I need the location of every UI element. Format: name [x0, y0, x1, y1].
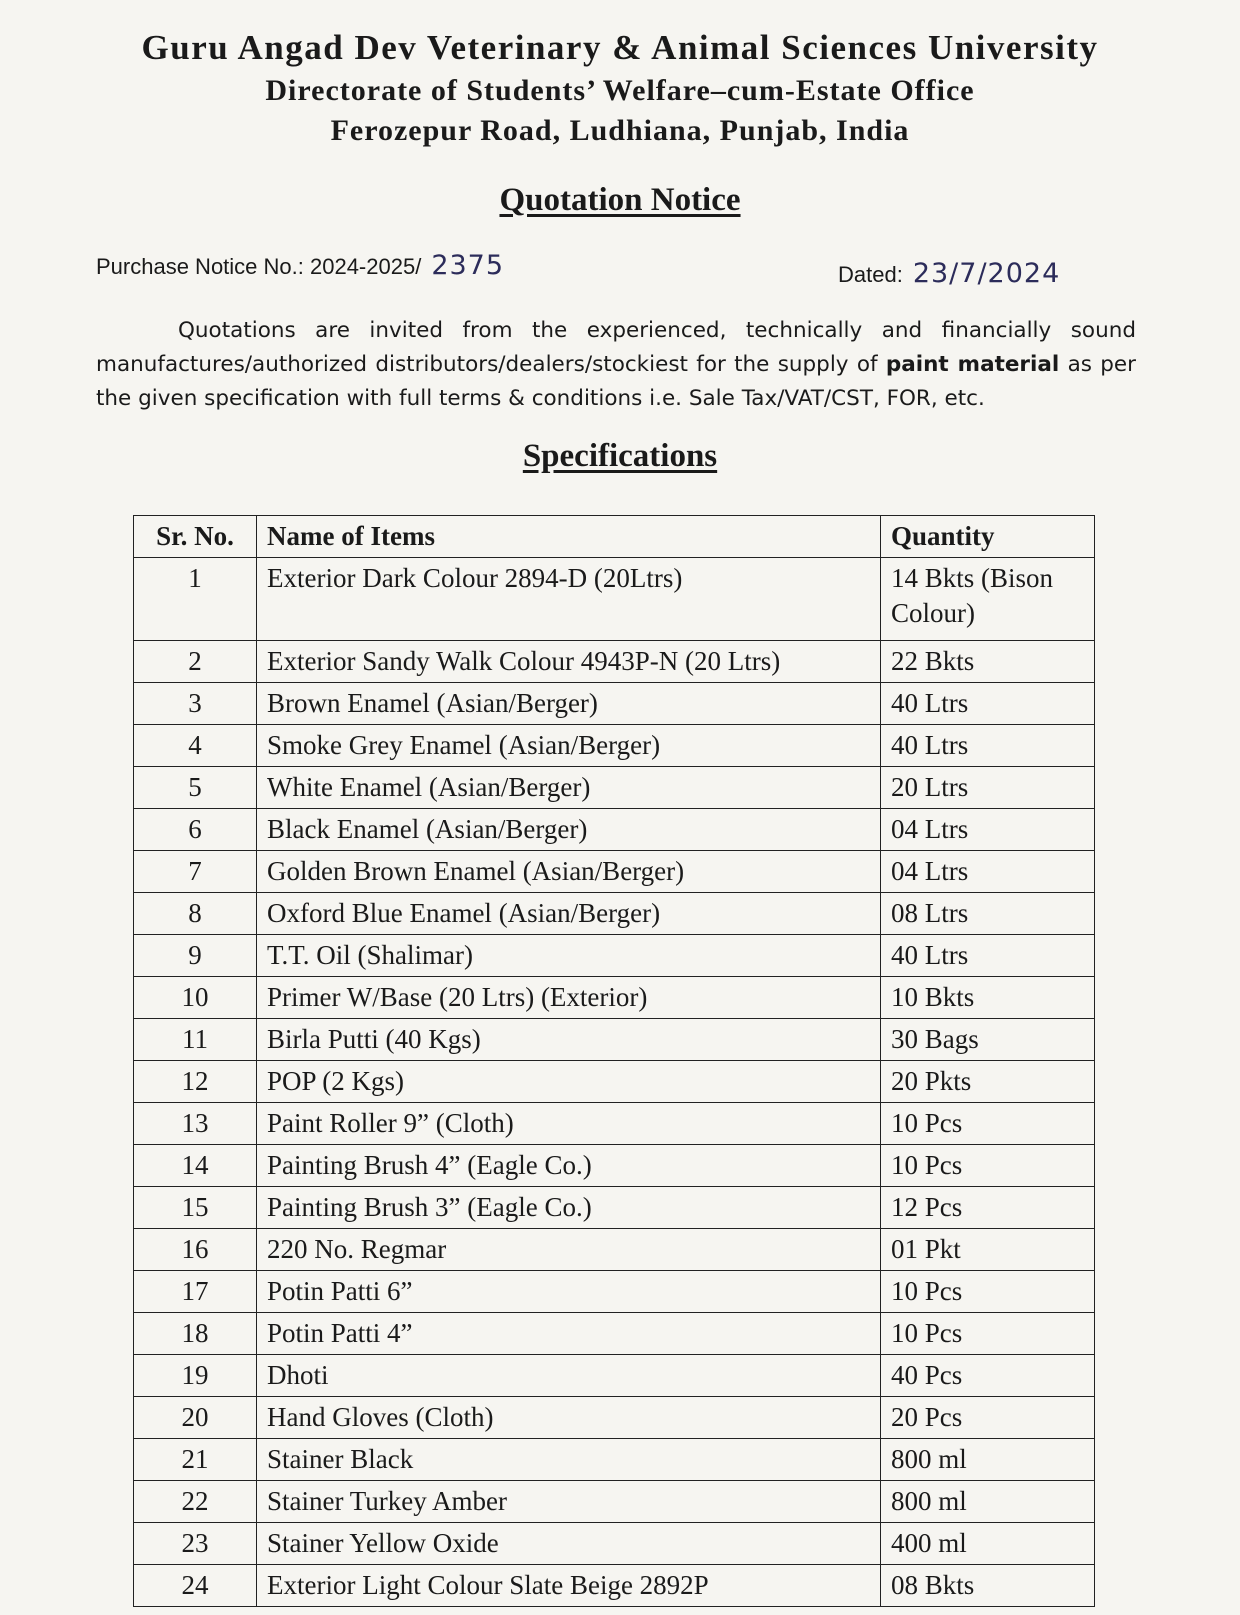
item-name-cell: Black Enamel (Asian/Berger): [257, 809, 881, 851]
university-name: Guru Angad Dev Veterinary & Animal Sciences University: [141, 28, 1099, 67]
sr-no-cell: 7: [134, 851, 257, 893]
intro-text-after: as per the given specification with full terms & conditions i.e. Sale Tax/VAT/CST, FOR, etc.: [96, 352, 1136, 411]
item-name-cell: Exterior Light Colour Slate Beige 2892P: [257, 1565, 881, 1607]
intro-text-before: Quotations are invited from the experienced, technically and financially sound manufactures/authorized distributors/dealers/stockiest for the supply of: [96, 318, 1136, 377]
quantity-cell: 12 Pcs: [881, 1187, 1095, 1229]
item-name-cell: Birla Putti (40 Kgs): [257, 1019, 881, 1061]
item-name-cell: Potin Patti 4”: [257, 1313, 881, 1355]
sr-no-cell: 3: [134, 683, 257, 725]
item-name-cell: Hand Gloves (Cloth): [257, 1397, 881, 1439]
item-name-cell: Exterior Sandy Walk Colour 4943P-N (20 Ltrs): [257, 641, 881, 683]
sr-no-cell: 13: [134, 1103, 257, 1145]
item-name-cell: Stainer Yellow Oxide: [257, 1523, 881, 1565]
dated-value: 23/7/2024: [912, 258, 1061, 289]
sr-no-cell: 14: [134, 1145, 257, 1187]
quantity-cell: 14 Bkts (Bison Colour): [881, 558, 1095, 641]
intro-paragraph: [96, 314, 1136, 416]
table-row: [134, 851, 1095, 893]
specifications-table: [133, 515, 1095, 1607]
notice-title: [0, 182, 1240, 219]
dated-line: [838, 258, 1060, 289]
header-sr-no: Sr. No.: [134, 516, 257, 558]
sr-no-cell: 9: [134, 935, 257, 977]
directorate-name: Directorate of Students’ Welfare–cum-Estate Office: [265, 74, 975, 107]
table-row: [134, 935, 1095, 977]
item-name-cell: White Enamel (Asian/Berger): [257, 767, 881, 809]
table-row: [134, 1481, 1095, 1523]
sr-no-cell: 17: [134, 1271, 257, 1313]
table-row: [134, 893, 1095, 935]
table-row: [134, 1103, 1095, 1145]
header-item-name: Name of Items: [257, 516, 881, 558]
item-name-cell: Brown Enamel (Asian/Berger): [257, 683, 881, 725]
quantity-cell: 10 Pcs: [881, 1271, 1095, 1313]
quantity-cell: 04 Ltrs: [881, 851, 1095, 893]
purchase-notice-number: 2375: [431, 250, 505, 281]
notice-title-text: Quotation Notice: [499, 182, 741, 218]
table-row: [134, 1355, 1095, 1397]
item-name-cell: Stainer Black: [257, 1439, 881, 1481]
quantity-cell: 10 Pcs: [881, 1103, 1095, 1145]
sr-no-cell: 4: [134, 725, 257, 767]
table-body: [134, 558, 1095, 1607]
item-name-cell: T.T. Oil (Shalimar): [257, 935, 881, 977]
purchase-notice-line: [96, 250, 504, 281]
quantity-cell: 08 Ltrs: [881, 893, 1095, 935]
table-row: [134, 1019, 1095, 1061]
office-address: Ferozepur Road, Ludhiana, Punjab, India: [330, 114, 910, 147]
sr-no-cell: 19: [134, 1355, 257, 1397]
table-row: [134, 641, 1095, 683]
table-row: [134, 1313, 1095, 1355]
quantity-cell: 22 Bkts: [881, 641, 1095, 683]
item-name-cell: 220 No. Regmar: [257, 1229, 881, 1271]
quantity-cell: 10 Pcs: [881, 1313, 1095, 1355]
sr-no-cell: 15: [134, 1187, 257, 1229]
sr-no-cell: 23: [134, 1523, 257, 1565]
table-row: [134, 1187, 1095, 1229]
item-name-cell: Stainer Turkey Amber: [257, 1481, 881, 1523]
table-row: [134, 558, 1095, 641]
item-name-cell: Primer W/Base (20 Ltrs) (Exterior): [257, 977, 881, 1019]
item-name-cell: Oxford Blue Enamel (Asian/Berger): [257, 893, 881, 935]
table-row: [134, 1565, 1095, 1607]
quantity-cell: 10 Pcs: [881, 1145, 1095, 1187]
item-name-cell: Dhoti: [257, 1355, 881, 1397]
quantity-cell: 04 Ltrs: [881, 809, 1095, 851]
item-name-cell: Potin Patti 6”: [257, 1271, 881, 1313]
quantity-cell: 08 Bkts: [881, 1565, 1095, 1607]
sr-no-cell: 8: [134, 893, 257, 935]
item-name-cell: POP (2 Kgs): [257, 1061, 881, 1103]
item-name-cell: Golden Brown Enamel (Asian/Berger): [257, 851, 881, 893]
quantity-cell: 800 ml: [881, 1481, 1095, 1523]
dated-label: Dated:: [838, 262, 903, 287]
table-row: [134, 683, 1095, 725]
quantity-cell: 40 Ltrs: [881, 683, 1095, 725]
sr-no-cell: 12: [134, 1061, 257, 1103]
sr-no-cell: 22: [134, 1481, 257, 1523]
item-name-cell: Painting Brush 4” (Eagle Co.): [257, 1145, 881, 1187]
table-row: [134, 1397, 1095, 1439]
specifications-title: [0, 438, 1240, 475]
item-name-cell: Painting Brush 3” (Eagle Co.): [257, 1187, 881, 1229]
quantity-cell: 01 Pkt: [881, 1229, 1095, 1271]
item-name-cell: Paint Roller 9” (Cloth): [257, 1103, 881, 1145]
table-row: [134, 1523, 1095, 1565]
table-header-row: [134, 516, 1095, 558]
table-row: [134, 1145, 1095, 1187]
intro-bold-material: paint material: [885, 352, 1060, 377]
sr-no-cell: 24: [134, 1565, 257, 1607]
table-row: [134, 977, 1095, 1019]
sr-no-cell: 2: [134, 641, 257, 683]
quantity-cell: 20 Pkts: [881, 1061, 1095, 1103]
sr-no-cell: 18: [134, 1313, 257, 1355]
quantity-cell: 20 Pcs: [881, 1397, 1095, 1439]
quantity-cell: 30 Bags: [881, 1019, 1095, 1061]
sr-no-cell: 10: [134, 977, 257, 1019]
sr-no-cell: 6: [134, 809, 257, 851]
quantity-cell: 40 Ltrs: [881, 935, 1095, 977]
sr-no-cell: 5: [134, 767, 257, 809]
quantity-cell: 400 ml: [881, 1523, 1095, 1565]
quantity-cell: 20 Ltrs: [881, 767, 1095, 809]
table-row: [134, 809, 1095, 851]
purchase-notice-label: Purchase Notice No.: 2024-2025/: [96, 254, 422, 279]
table-row: [134, 1439, 1095, 1481]
quantity-cell: 800 ml: [881, 1439, 1095, 1481]
header-quantity: Quantity: [881, 516, 1095, 558]
sr-no-cell: 20: [134, 1397, 257, 1439]
table-row: [134, 1271, 1095, 1313]
table-row: [134, 767, 1095, 809]
item-name-cell: Exterior Dark Colour 2894-D (20Ltrs): [257, 558, 881, 641]
specifications-title-text: Specifications: [522, 438, 718, 474]
table-row: [134, 1061, 1095, 1103]
quantity-cell: 40 Ltrs: [881, 725, 1095, 767]
table-row: [134, 725, 1095, 767]
sr-no-cell: 21: [134, 1439, 257, 1481]
quantity-cell: 40 Pcs: [881, 1355, 1095, 1397]
table-row: [134, 1229, 1095, 1271]
sr-no-cell: 16: [134, 1229, 257, 1271]
quantity-cell: 10 Bkts: [881, 977, 1095, 1019]
sr-no-cell: 11: [134, 1019, 257, 1061]
sr-no-cell: 1: [134, 558, 257, 641]
item-name-cell: Smoke Grey Enamel (Asian/Berger): [257, 725, 881, 767]
